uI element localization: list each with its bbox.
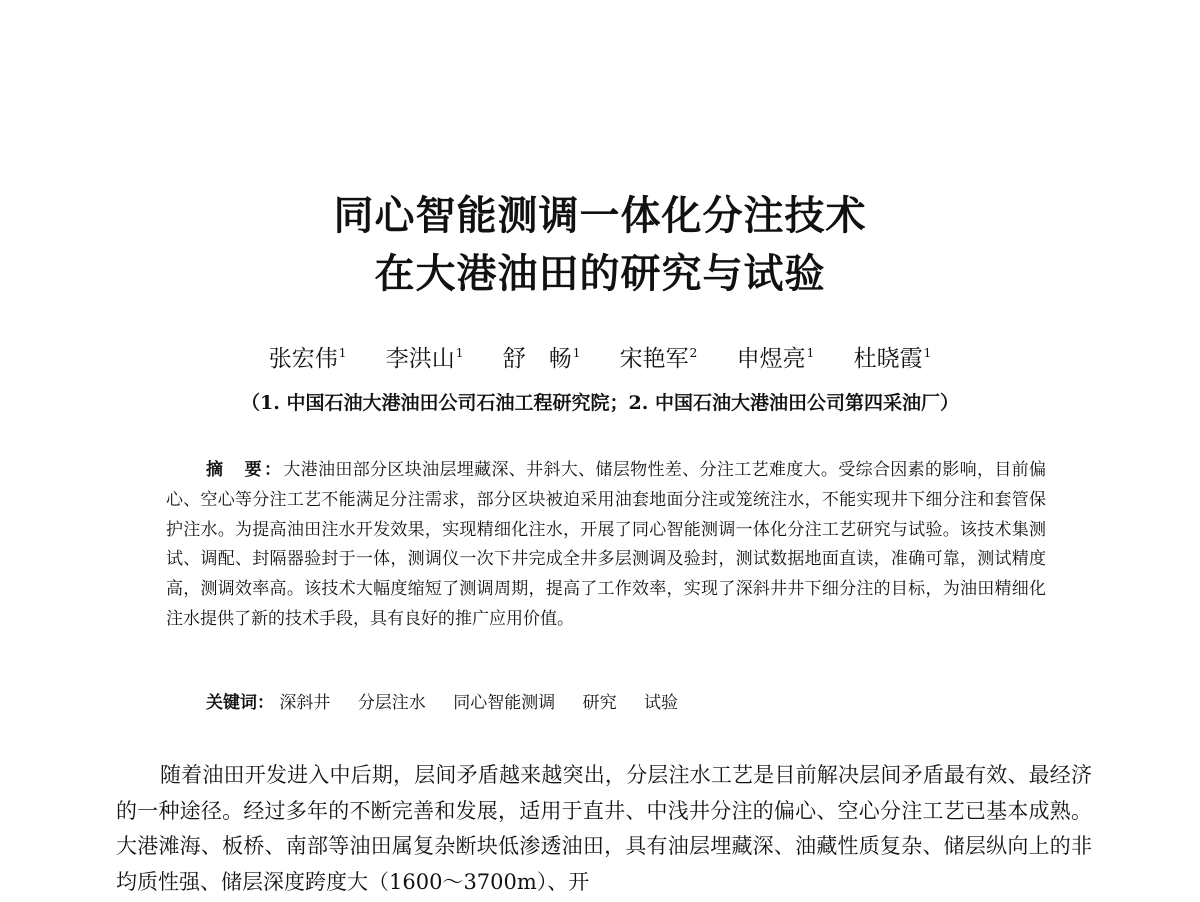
abstract-label: 摘 要： — [206, 460, 284, 480]
author — [737, 340, 815, 373]
author — [854, 340, 932, 373]
keyword: 试验 — [644, 693, 679, 713]
body-paragraph: 随着油田开发进入中后期，层间矛盾越来越突出，分层注水工艺是目前解决层间矛盾最有效、最经济的一种途径。经过多年的不断完善和发展，适用于直井、中浅井分注的偏心、空心分注工艺已基本成熟。大港滩海、板桥、南部等油田属复杂断块低渗透油田，具有油层埋藏深、油藏性质复杂、储层纵向上的非均质性强、储层深度跨度大（1600～3700m）、开 — [116, 763, 1092, 894]
author-affil-mark: 1 — [806, 346, 815, 361]
keywords — [206, 688, 700, 713]
author-affil-mark: 1 — [923, 346, 932, 361]
paper-title-line-2: 在大港油田的研究与试验 — [374, 251, 826, 297]
author-name: 宋艳军 — [619, 346, 689, 372]
keyword: 分层注水 — [357, 693, 426, 713]
author-name: 张宏伟 — [268, 346, 338, 372]
author-list — [0, 340, 1200, 373]
author-affil-mark: 1 — [572, 346, 581, 361]
author-name: 杜晓霞 — [853, 346, 923, 372]
author — [269, 340, 347, 373]
abstract — [166, 456, 1046, 635]
author — [386, 340, 464, 373]
author-name: 申煜亮 — [736, 346, 806, 372]
keyword: 同心智能测调 — [453, 693, 556, 713]
abstract-text: 大港油田部分区块油层埋藏深、井斜大、储层物性差、分注工艺难度大。受综合因素的影响，目前偏心、空心等分注工艺不能满足分注需求，部分区块被迫采用油套地面分注或笼统注水，不能实现井下细分注和套管保护注水。为提高油田注水开发效果，实现精细化注水，开展了同心智能测调一体化分注工艺研究与试验。该技术集测试、调配、封隔器验封于一体，测调仪一次下井完成全井多层测调及验封，测试数据地面直读，准确可靠，测试精度高，测调效率高。该技术大幅度缩短了测调周期，提高了工作效率，实现了深斜井井下细分注的目标，为油田精细化注水提供了新的技术手段，具有良好的推广应用价值。 — [166, 460, 1047, 629]
author — [620, 340, 698, 373]
affiliations: （1. 中国石油大港油田公司石油工程研究院；2. 中国石油大港油田公司第四采油厂） — [241, 392, 959, 414]
keywords-label: 关键词： — [206, 693, 274, 713]
author-name: 李洪山 — [385, 346, 455, 372]
author-affil-mark: 2 — [689, 346, 698, 361]
keyword: 深斜井 — [279, 693, 331, 713]
author-affil-mark: 1 — [338, 346, 347, 361]
author-name: 舒 畅 — [502, 346, 572, 372]
paper-title-line-1: 同心智能测调一体化分注技术 — [333, 193, 867, 239]
author — [503, 340, 581, 373]
keyword: 研究 — [582, 693, 617, 713]
author-affil-mark: 1 — [455, 346, 464, 361]
